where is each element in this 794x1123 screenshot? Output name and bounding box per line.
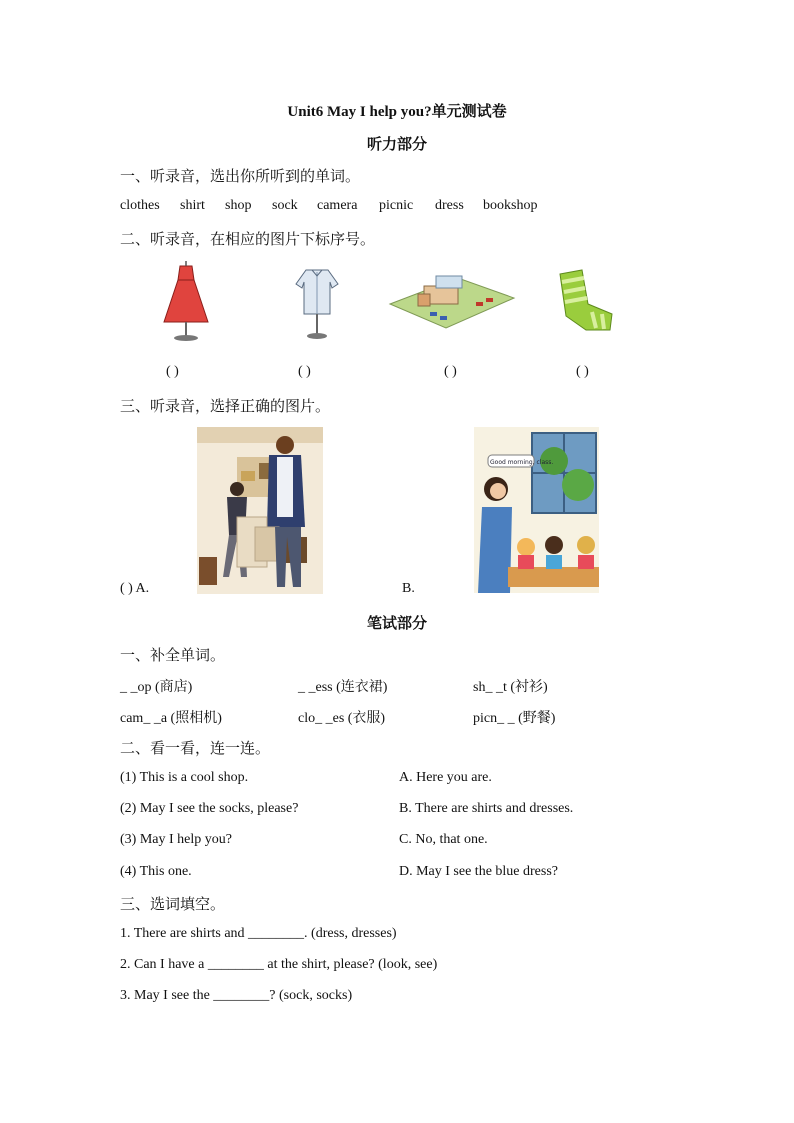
listening-heading: 听力部分 <box>366 137 427 153</box>
choice-b-label[interactable]: B. <box>402 581 415 596</box>
match-right-item: D. May I see the blue dress? <box>399 864 559 879</box>
match-left-item: (1) This is a cool shop. <box>120 770 249 785</box>
fill-word-item: cam_ _a (照相机) <box>120 711 222 726</box>
shirt-image <box>292 262 342 344</box>
listening-section2-title: 二、听录音，在相应的图片下标序号。 <box>120 230 376 248</box>
page-title: Unit6 May I help you?单元测试卷 <box>287 104 507 120</box>
writing-section1-title: 一、补全单词。 <box>120 646 226 664</box>
choice-a-label[interactable]: ( ) A. <box>120 581 150 596</box>
word-item: dress <box>435 198 464 213</box>
shopping-image <box>197 427 323 594</box>
answer-paren[interactable]: ( ) <box>444 364 457 379</box>
match-left-item: (4) This one. <box>120 864 192 879</box>
fill-blank-item: 2. Can I have a ________ at the shirt, please? (look, see) <box>120 957 438 972</box>
dress-image <box>158 260 214 344</box>
answer-paren[interactable]: ( ) <box>298 364 311 379</box>
match-right-item: A. Here you are. <box>399 770 492 785</box>
writing-section2-title: 二、看一看，连一连。 <box>120 739 271 757</box>
fill-word-item: sh_ _t (衬衫) <box>473 680 548 695</box>
fill-word-item: clo_ _es (衣服) <box>298 711 386 726</box>
word-item: picnic <box>379 198 414 213</box>
listening-section3-title: 三、听录音，选择正确的图片。 <box>120 397 331 415</box>
writing-section3-title: 三、选词填空。 <box>120 895 226 913</box>
match-left-item: (3) May I help you? <box>120 832 232 847</box>
classroom-image <box>474 427 599 593</box>
sock-image <box>552 268 618 336</box>
word-item: clothes <box>120 198 160 213</box>
listening-section1-title: 一、听录音，选出你所听到的单词。 <box>120 167 361 185</box>
word-item: sock <box>272 198 298 213</box>
fill-blank-item: 1. There are shirts and ________. (dress, dresses) <box>120 926 397 941</box>
word-item: shop <box>225 198 252 213</box>
word-item: bookshop <box>483 198 538 213</box>
fill-blank-item: 3. May I see the ________? (sock, socks) <box>120 988 353 1003</box>
speech-bubble: Good morning, class. <box>490 459 554 466</box>
answer-paren[interactable]: ( ) <box>576 364 589 379</box>
word-item: shirt <box>180 198 205 213</box>
writing-heading: 笔试部分 <box>366 616 427 632</box>
word-item: camera <box>317 198 358 213</box>
fill-word-item: _ _ess (连衣裙) <box>298 680 388 695</box>
match-left-item: (2) May I see the socks, please? <box>120 801 299 816</box>
shop-image <box>388 268 516 334</box>
fill-word-item: picn_ _ (野餐) <box>473 711 556 726</box>
match-right-item: C. No, that one. <box>399 832 488 847</box>
answer-paren[interactable]: ( ) <box>166 364 179 379</box>
match-right-item: B. There are shirts and dresses. <box>399 801 574 816</box>
fill-word-item: _ _op (商店) <box>120 680 193 695</box>
